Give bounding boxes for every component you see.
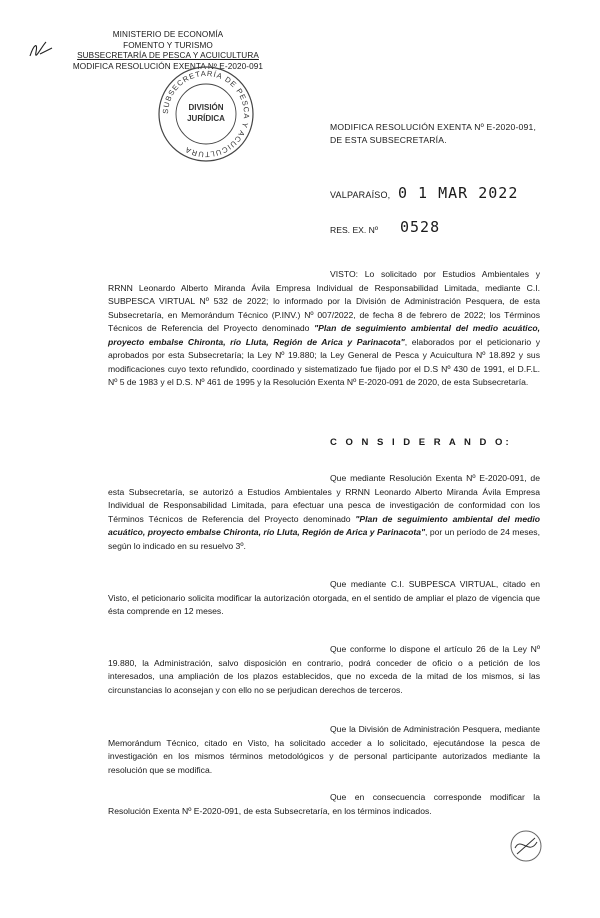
header-line-3: SUBSECRETARÍA DE PESCA Y ACUICULTURA bbox=[77, 51, 259, 60]
reference-line-2: DE ESTA SUBSECRETARÍA. bbox=[330, 135, 447, 145]
reference-block bbox=[330, 121, 550, 147]
visto-paragraph bbox=[108, 268, 540, 390]
division-juridica-stamp bbox=[156, 64, 256, 164]
stamp-text-line-1: DIVISIÓN bbox=[188, 103, 224, 112]
considerando-paragraph-2 bbox=[108, 578, 540, 619]
visto-tail: , elaborados por el peticionario y aprobados por esta Subsecretaría; la Ley Nº 19.880; la Ley General de Pesca y Acuicultura Nº 18.892 y sus modificaciones cuyo texto refundido, coordinado y sistematizado fue fijado por el D.S Nº 430 de 1991, el D.F.L. Nº 5 de 1983 y el D.S. Nº 461 de 1995 y la Resolución Exenta Nº E-2020-091 de 2020, de esta Subsecretaría. bbox=[108, 336, 540, 387]
considerando-paragraph-5 bbox=[108, 791, 540, 818]
p5-text: Que en consecuencia corresponde modificar la Resolución Exenta Nº E-2020-091, de esta Subsecretaría, en los términos indicados. bbox=[108, 792, 540, 816]
stamp-text-line-2: JURÍDICA bbox=[187, 114, 225, 123]
reference-line-1: MODIFICA RESOLUCIÓN EXENTA Nº E-2020-091, bbox=[330, 122, 537, 132]
resolution-label: RES. EX. Nº bbox=[330, 225, 379, 235]
p1-tail: , por un período de 24 meses, según lo indicado en su resuelvo 3º. bbox=[108, 527, 540, 551]
considerando-heading: C O N S I D E R A N D O: bbox=[330, 437, 512, 448]
date-stamp: 0 1 MAR 2022 bbox=[398, 184, 519, 202]
header-line-2: FOMENTO Y TURISMO bbox=[123, 40, 213, 50]
header-line-1: MINISTERIO DE ECONOMÍA bbox=[112, 30, 224, 39]
visto-lead: VISTO: Lo solicitado por Estudios Ambientales y RRNN Leonardo Alberto Miranda Ávila Empresa Individual de Responsabilidad Limitada, mediante C.I. SUBPESCA VIRTUAL Nº 532 de 2022; lo informado por la División de Administración Pesquera, de esta Subsecretaría, en Memorándum Técnico (P.INV.) Nº 007/2022, de fecha 8 de febrero de 2022; los Términos Técnicos de Referencia del Proyecto denominado bbox=[108, 269, 540, 333]
considerando-paragraph-3 bbox=[108, 643, 540, 697]
visto-project-title: "Plan de seguimiento ambiental del medio acuático, proyecto embalse Chironta, río Lluta, Región de Arica y Parinacota" bbox=[108, 323, 540, 347]
considerando-paragraph-4 bbox=[108, 723, 540, 777]
place-label: VALPARAÍSO, bbox=[330, 190, 391, 200]
stamp-ring-text: SUBSECRETARÍA DE PESCA Y ACUICULTURA bbox=[160, 68, 252, 160]
p1-lead: Que mediante Resolución Exenta Nº E-2020-091, de esta Subsecretaría, se autorizó a Estudios Ambientales y RRNN Leonardo Alberto Miranda Ávila Empresa Individual de Responsabilidad Limitada, para efectuar una pesca de investigación de conformidad con los Términos Técnicos de Referencia del Proyecto denominado bbox=[108, 473, 540, 524]
handwritten-initial-icon bbox=[26, 36, 56, 64]
considerando-paragraph-1 bbox=[108, 472, 540, 553]
page-seal-icon bbox=[505, 826, 547, 866]
p4-text: Que la División de Administración Pesquera, mediante Memorándum Técnico, citado en Visto, ha solicitado acceder a lo solicitado, ejecutándose la pesca de investigación en los mismos términos metodológicos y de personal participante autorizados mediante la resolución que se modifica. bbox=[108, 724, 540, 775]
header-line-4: MODIFICA RESOLUCIÓN EXENTA Nº E-2020-091 bbox=[72, 61, 264, 71]
p3-text: Que conforme lo dispone el artículo 26 de la Ley Nº 19.880, la Administración, salvo disposición en contrario, podrá conceder de oficio o a petición de los interesados, una ampliación de los plazos establecidos, que no exceda de la mitad de los mismos, si las circunstancias lo aconsejan y con ello no se perjudican derechos de terceros. bbox=[108, 644, 540, 695]
p2-text: Que mediante C.I. SUBPESCA VIRTUAL, citado en Visto, el peticionario solicita modificar la autorización otorgada, en el sentido de ampliar el plazo de vigencia que ésta comprende en 12 meses. bbox=[108, 579, 540, 616]
p1-project-title: "Plan de seguimiento ambiental del medio acuático, proyecto embalse Chironta, río Lluta, Región de Arica y Parinacota" bbox=[108, 513, 540, 537]
resolution-number: 0528 bbox=[400, 218, 441, 236]
